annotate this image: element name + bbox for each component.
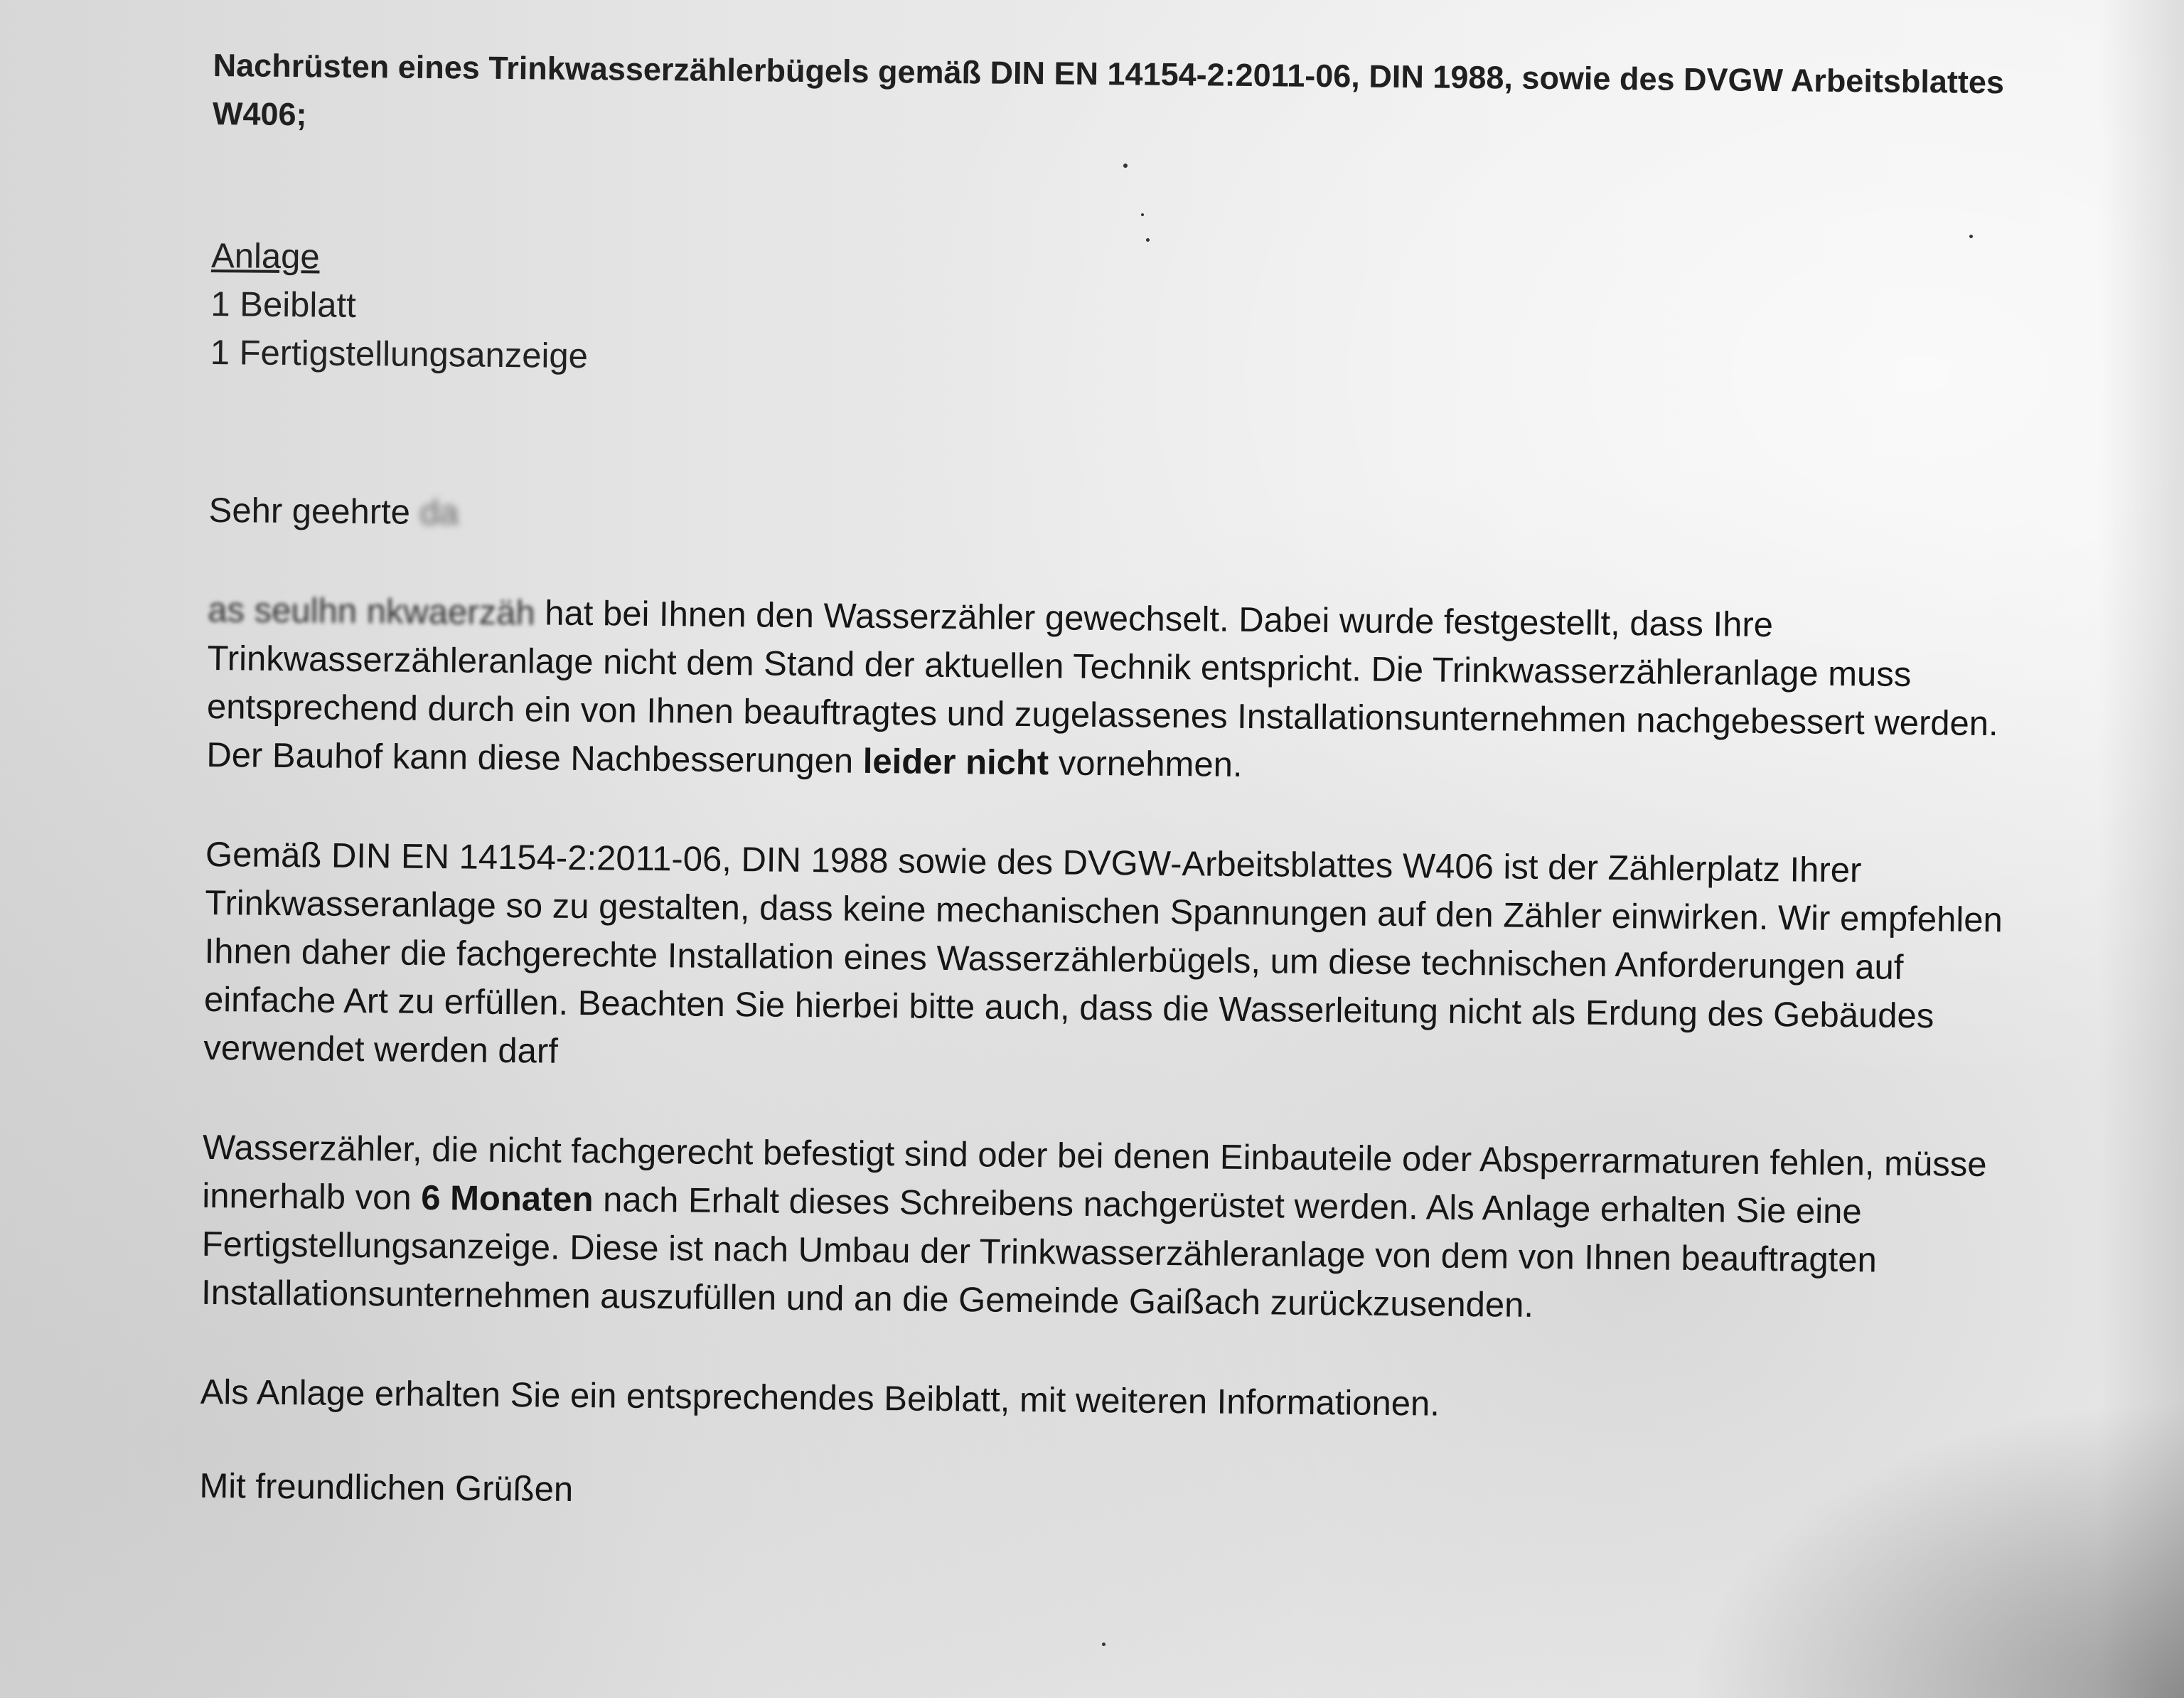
paragraph-text: hat bei Ihnen den Wasserzähler gewechselt. Dabei wurde festgestellt, dass Ihre Trinkwasserzähleranlage nicht dem Stand der aktuellen Technik entspricht. Die Trinkwasserzähleranlage muss entsprechend durch ein von Ihnen beauftragtes und zugelassenes Installationsunternehmen nachgebessert werden. Der Bauhof kann diese Nachbesserungen bbox=[206, 594, 1998, 781]
paper-speck bbox=[1102, 1643, 1106, 1646]
paragraph-text-end: vornehmen. bbox=[1048, 744, 1243, 784]
paragraph-meter-replacement bbox=[206, 586, 2028, 797]
deadline-bold-text: 6 Monaten bbox=[420, 1178, 594, 1219]
salutation bbox=[208, 486, 2029, 552]
paragraph-text-end: nach Erhalt dieses Schreibens nachgerüstet werden. Als Anlage erhalten Sie eine Fertigstellungsanzeige. Diese ist nach Umbau der Trinkwasserzähleranlage von dem von Ihnen beauftragten Installationsunternehmen auszufüllen und an die Gemeinde Gaißach zurückzusenden. bbox=[200, 1180, 1877, 1325]
closing-phrase: Mit freundlichen Grüßen bbox=[199, 1466, 574, 1509]
salutation-redacted: da bbox=[419, 493, 459, 533]
enclosure-list bbox=[210, 232, 2031, 395]
paragraph-deadline bbox=[201, 1123, 2023, 1335]
paragraph-bold-text: leider nicht bbox=[862, 742, 1049, 783]
letter-subject: Nachrüsten eines Trinkwasserzählerbügels gemäß DIN EN 14154-2:2011-06, DIN 1988, sowie des DVGW Arbeitsblattes W406; bbox=[212, 46, 2005, 133]
paragraph-obscured-start: as seulhn nkwaerzäh bbox=[208, 590, 535, 633]
paragraph-attachment-note: Als Anlage erhalten Sie ein entsprechendes Beiblatt, mit weiteren Informationen. bbox=[200, 1372, 1440, 1424]
letter-body bbox=[199, 41, 2033, 1527]
paragraph-text: Wasserzähler, die nicht fachgerecht befestigt sind oder bei denen Einbauteile oder Absperrarmaturen fehlen, müsse innerhalb von bbox=[202, 1128, 1987, 1217]
enclosure-item: 1 Fertigstellungsanzeige bbox=[210, 333, 589, 376]
paragraph-standards: Gemäß DIN EN 14154-2:2011-06, DIN 1988 sowie des DVGW-Arbeitsblattes W406 ist der Zählerplatz Ihrer Trinkwasseranlage so zu gestalten, dass keine mechanischen Spannungen auf den Zähler einwirken. Wir empfehlen Ihnen daher die fachgerechte Installation eines Wasserzählerbügels, um diese technischen Anforderungen auf einfache Art zu erfüllen. Beachten Sie hierbei bitte auch, dass die Wasserleitung nicht als Erdung des Gebäudes verwendet werden darf bbox=[203, 835, 2003, 1071]
enclosure-item: 1 Beiblatt bbox=[210, 284, 357, 325]
enclosure-title: Anlage bbox=[210, 236, 320, 277]
salutation-text: Sehr geehrte bbox=[208, 491, 411, 532]
